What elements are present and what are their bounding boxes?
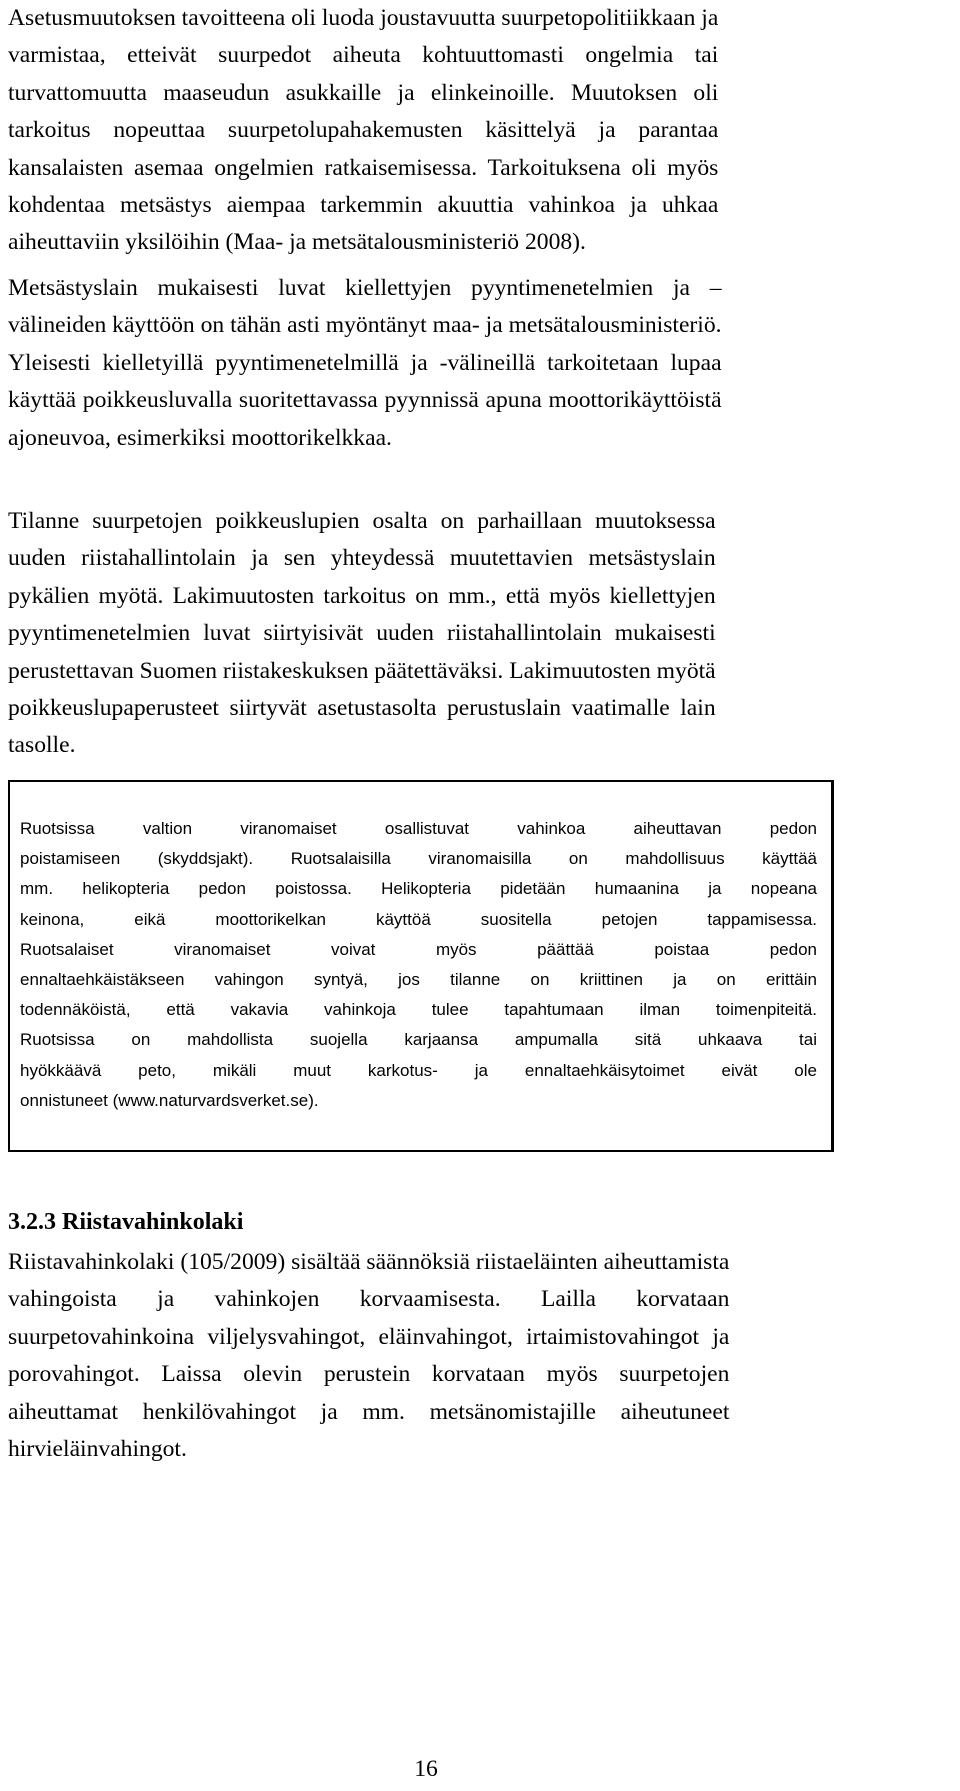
text-line: tasolle.: [8, 732, 76, 759]
paragraph-metsastyslaki: [8, 270, 722, 457]
text-line: uuden riistahallintolain ja sen yhteydessä muutettavien metsästyslain: [8, 545, 716, 572]
section-heading: 3.2.3 Riistavahinkolaki: [8, 1209, 244, 1235]
text-line: aiheuttamat henkilövahingot ja mm. metsänomistajille aiheutuneet: [8, 1398, 730, 1425]
paragraph-riistavahinkolaki: [8, 1244, 729, 1468]
text-line: hirvieläinvahingot.: [8, 1436, 187, 1463]
text-line: poikkeuslupaperusteet siirtyvät asetustasolta perustuslain vaatimalle lain: [8, 695, 716, 722]
text-line: välineiden käyttöön on tähän asti myöntänyt maa- ja metsätalousministeriö.: [8, 312, 722, 339]
text-line: aiheuttaviin yksilöihin (Maa- ja metsätalousministeriö 2008).: [8, 229, 586, 256]
text-line: mm. helikopteria pedon poistossa. Helikopteria pidetään humaanina ja nopeana: [20, 879, 817, 899]
text-line: käyttää poikkeusluvalla suoritettavassa pyynnissä apuna moottorikäyttöistä: [8, 387, 722, 414]
sweden-info-box: [8, 780, 834, 1152]
text-line: varmistaa, etteivät suurpedot aiheuta kohtuuttomasti ongelmia tai: [8, 42, 719, 69]
text-line: kansalaisten asemaa ongelmien ratkaisemisessa. Tarkoituksena oli myös: [8, 154, 719, 181]
text-line: Ruotsissa on mahdollista suojella karjaansa ampumalla sitä uhkaava tai: [20, 1030, 817, 1050]
text-line: Asetusmuutoksen tavoitteena oli luoda joustavuutta suurpetopolitiikkaan ja: [8, 5, 719, 31]
info-box-text: [20, 814, 817, 1116]
text-line: ennaltaehkäistäkseen vahingon syntyä, jos tilanne on kriittinen ja on erittäin: [20, 970, 817, 990]
text-line: keinona, eikä moottorikelkan käyttöä suositella petojen tappamisessa.: [20, 909, 817, 929]
text-line: turvattomuutta maaseudun asukkaille ja elinkeinoille. Muutoksen oli: [8, 79, 719, 106]
text-line: Ruotsalaiset viranomaiset voivat myös päättää poistaa pedon: [20, 939, 817, 959]
text-line: Riistavahinkolaki (105/2009) sisältää säännöksiä riistaeläinten aiheuttamista: [8, 1249, 730, 1275]
text-line: poistamiseen (skyddsjakt). Ruotsalaisilla viranomaisilla on mahdollisuus käyttää: [20, 849, 817, 869]
text-line: tarkoitus nopeuttaa suurpetolupahakemusten käsittelyä ja parantaa: [8, 117, 719, 144]
text-line: kohdentaa metsästys aiempaa tarkemmin akuuttia vahinkoa ja uhkaa: [8, 192, 719, 219]
text-line: todennäköistä, että vakavia vahinkoja tulee tapahtumaan ilman toimenpiteitä.: [20, 1000, 817, 1020]
text-line: pykälien myötä. Lakimuutosten tarkoitus on mm., että myös kiellettyjen: [8, 582, 716, 609]
paragraph-tilanne: [8, 503, 716, 765]
paragraph-asetusmuutos: [8, 0, 718, 262]
text-line: Metsästyslain mukaisesti luvat kiellettyjen pyyntimenetelmien ja –: [8, 275, 722, 301]
text-line: hyökkäävä peto, mikäli muut karkotus- ja ennaltaehkäisytoimet eivät ole: [20, 1060, 817, 1080]
page-number: 16: [414, 1756, 438, 1782]
text-line: Ruotsissa valtion viranomaiset osallistuvat vahinkoa aiheuttavan pedon: [20, 819, 817, 838]
text-line: suurpetovahinkoina viljelysvahingot, eläinvahingot, irtaimistovahingot ja: [8, 1323, 730, 1350]
text-line: vahingoista ja vahinkojen korvaamisesta. Lailla korvataan: [8, 1286, 730, 1313]
text-line: Tilanne suurpetojen poikkeuslupien osalta on parhaillaan muutoksessa: [8, 508, 716, 534]
text-line: ajoneuvoa, esimerkiksi moottorikelkkaa.: [8, 424, 392, 451]
text-line: Yleisesti kielletyillä pyyntimenetelmillä ja -välineillä tarkoitetaan lupaa: [8, 349, 722, 376]
text-line: onnistuneet (www.naturvardsverket.se).: [20, 1090, 319, 1110]
text-line: pyyntimenetelmien luvat siirtyisivät uuden riistahallintolain mukaisesti: [8, 620, 716, 647]
text-line: porovahingot. Laissa olevin perustein korvataan myös suurpetojen: [8, 1361, 730, 1388]
text-line: perustettavan Suomen riistakeskuksen päätettäväksi. Lakimuutosten myötä: [8, 657, 716, 684]
